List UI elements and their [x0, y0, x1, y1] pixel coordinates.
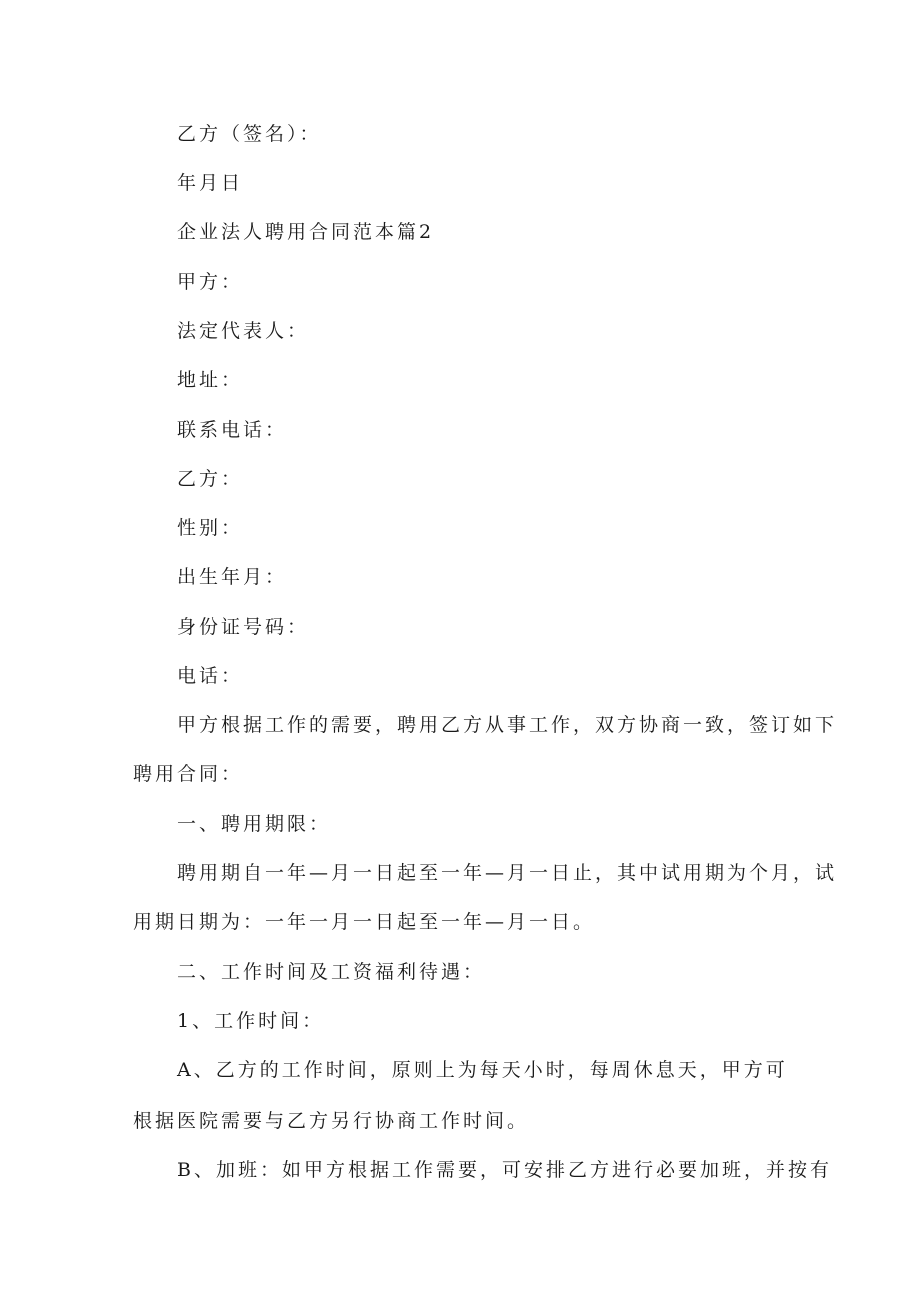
birth-date-line: 出生年月： [177, 566, 288, 588]
clause-heading: 一、聘用期限： [177, 813, 332, 835]
legal-rep-line: 法定代表人： [177, 320, 310, 342]
sub-clause-heading: 1、工作时间： [177, 1010, 325, 1032]
party-a-line: 甲方： [177, 271, 244, 293]
clause-heading: 二、工作时间及工资福利待遇： [177, 961, 486, 983]
paragraph-line: 甲方根据工作的需要，聘用乙方从事工作，双方协商一致，签订如下 [177, 714, 838, 736]
signature-line: 乙方（签名）： [177, 123, 322, 145]
gender-line: 性别： [177, 517, 244, 539]
address-line: 地址： [177, 369, 244, 391]
paragraph-line: A、乙方的工作时间，原则上为每天小时，每周休息天，甲方可 [177, 1059, 788, 1081]
phone-line: 电话： [177, 665, 244, 687]
contact-phone-line: 联系电话： [177, 419, 288, 441]
section-title: 企业法人聘用合同范本篇2 [177, 221, 435, 243]
paragraph-line: B、加班：如甲方根据工作需要，可安排乙方进行必要加班，并按有 [177, 1159, 832, 1181]
paragraph-line: 用期日期为：一年一月一日起至一年—月一日。 [133, 911, 596, 933]
party-b-line: 乙方： [177, 468, 244, 490]
paragraph-line: 聘用合同： [133, 763, 244, 785]
date-line: 年月日 [177, 172, 244, 194]
paragraph-line: 根据医院需要与乙方另行协商工作时间。 [133, 1110, 530, 1132]
id-number-line: 身份证号码： [177, 616, 310, 638]
paragraph-line: 聘用期自一年—月一日起至一年—月一日止，其中试用期为个月，试 [177, 862, 838, 884]
